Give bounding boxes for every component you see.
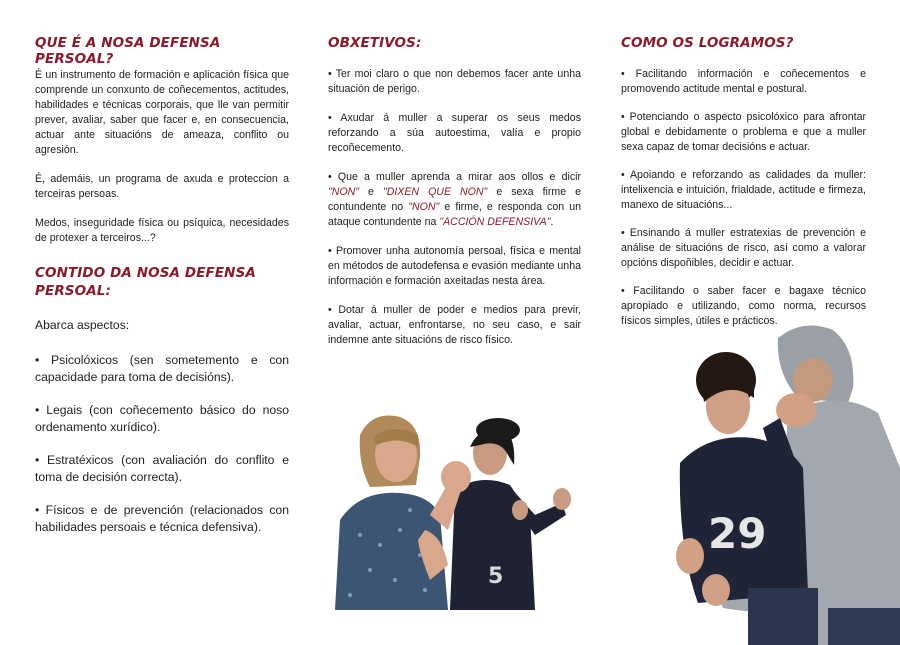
list-item: • Apoiando e reforzando as calidades da muller: intelixencia e intuición, frialdade, actitude e firmeza, manexo de situacións...: [621, 169, 866, 211]
list-item: • Ter moi claro o que non debemos facer ante unha situación de perigo.: [328, 68, 581, 95]
intro-paragraph: É, ademáis, un programa de axuda e proteccion a terceiras persoas.: [35, 173, 289, 200]
content-lead: Abarca aspectos:: [35, 318, 130, 332]
content-list: [35, 317, 289, 552]
heading-objectives: OBXETIVOS:: [328, 35, 422, 51]
jersey-number: 29: [708, 509, 767, 558]
intro-paragraph: Medos, inseguridade física ou psíquica, necesidades de protexer a terceiros...?: [35, 217, 289, 244]
list-item: • Promover unha autonomía persoal, física e mental en métodos de autodefensa e evasión mediante unha información e formación axeitadas nesta área.: [328, 245, 581, 287]
heading-how: COMO OS LOGRAMOS?: [621, 35, 794, 51]
list-item: • Estratéxicos (con avaliación do conflito e toma de decisión correcta).: [35, 453, 289, 484]
intro-text: [35, 68, 289, 260]
list-item: • Axudar á muller a superar os seus medos reforzando a súa autoestima, valía e propio recoñecemento.: [328, 112, 581, 154]
intro-paragraph: É un instrumento de formación e aplicación física que comprende un conxunto de coñecementos, actitudes, habilidades e técnicas corporais, que lle van permitir prever, avaliar, saber que facer e, en consecuencia, actuar ante situacións de ameaza, conflito ou agresión.: [35, 69, 289, 156]
how-list: [621, 67, 866, 342]
list-item: • Que a muller aprenda a mirar aos ollos e dicir "NON" e "DIXEN QUE NON" e sexa firme e contundente no "NON" e firme, e responda con un ataque contundente na "ACCIÓN DEFENSIVA".: [328, 171, 581, 228]
objectives-list: [328, 67, 581, 362]
list-item: • Legais (con coñecemento básico do noso ordenamento xurídico).: [35, 403, 289, 434]
list-item: • Facilitando o saber facer e bagaxe técnico apropiado e utilizando, como norma, recursos físicos simples, útiles e prácticos.: [621, 285, 866, 327]
list-item: • Facilitando información e coñecementos e promovendo actitude mental e postural.: [621, 68, 866, 95]
list-item: • Dotar á muller de poder e medios para previr, avaliar, actuar, enfrontarse, no seu caso, e sair indemne ante situacións de risco físico.: [328, 304, 581, 346]
list-item: • Ensinando á muller estratexias de prevención e análise de situacións de risco, así como a valorar opcións dispoñibles, decidir e actuar.: [621, 227, 866, 269]
heading-what-is: QUE É A NOSA DEFENSA PERSOAL?: [35, 35, 221, 67]
svg-text:5: 5: [488, 564, 504, 589]
list-item: • Psicolóxicos (sen sometemento e con capacidade para toma de decisións).: [35, 353, 289, 384]
list-item: • Potenciando o aspecto psicolóxico para afrontar global e debidamente o problema e que a muller sexa capaz de tomar decisións e actuar.: [621, 111, 866, 153]
photo-guard-stance: [330, 395, 580, 610]
photo-defense-technique: [668, 318, 900, 645]
list-item: • Físicos e de prevención (relacionados con habilidades persoais e técnica defensiva).: [35, 503, 289, 534]
heading-content: CONTIDO DA NOSA DEFENSA PERSOAL:: [35, 265, 256, 299]
